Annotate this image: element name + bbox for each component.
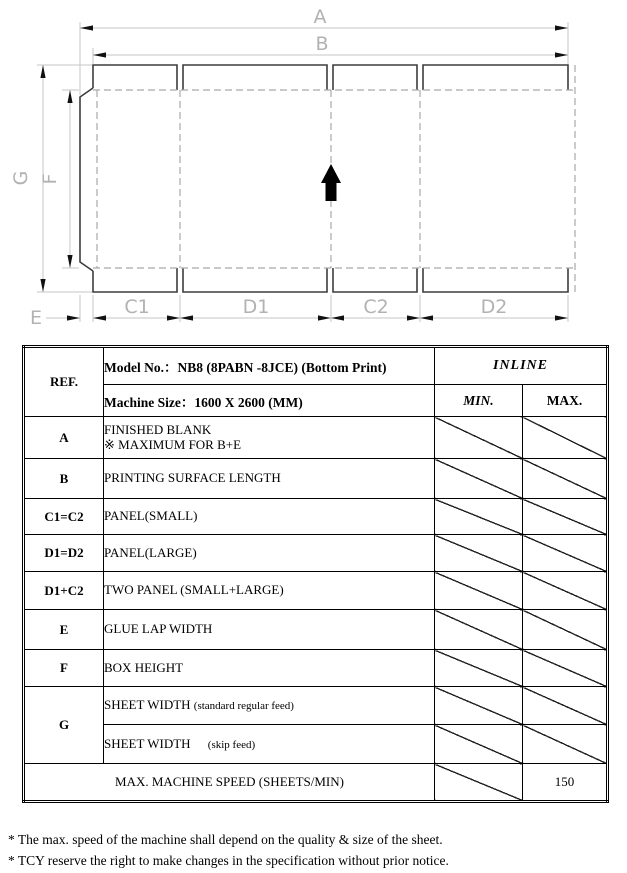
desc-cell — [104, 725, 435, 764]
desc-note: (skip feed) — [207, 738, 256, 751]
max-slash-cell — [523, 610, 608, 650]
table-row — [24, 535, 608, 572]
ref-cell: A — [24, 417, 104, 459]
desc-cell — [104, 417, 435, 459]
max-slash-cell — [523, 417, 608, 459]
table-row — [24, 650, 608, 687]
ref-cell: C1=C2 — [24, 499, 104, 535]
ref-cell: D1=D2 — [24, 535, 104, 572]
glue-lap-edge — [80, 88, 93, 271]
table-row — [24, 417, 608, 459]
dim-label-g: G — [10, 170, 32, 186]
ref-cell: D1+C2 — [24, 572, 104, 610]
min-slash-cell — [435, 417, 523, 459]
max-slash-cell — [523, 499, 608, 535]
footnote-line: * TCY reserve the right to make changes in the specification without prior notice. — [8, 853, 449, 868]
desc-cell — [104, 687, 435, 725]
dim-label-b: B — [315, 33, 329, 55]
min-slash-cell — [435, 459, 523, 499]
dim-label-f: F — [39, 173, 61, 185]
desc-cell: BOX HEIGHT — [104, 650, 435, 687]
dim-label-c1: C1 — [124, 296, 150, 318]
min-slash-cell — [435, 764, 523, 802]
max-slash-cell — [523, 725, 608, 764]
min-slash-cell — [435, 610, 523, 650]
machine-size-cell: Machine Size：1600 X 2600 (MM) — [104, 385, 435, 417]
ref-cell: E — [24, 610, 104, 650]
desc-cell: GLUE LAP WIDTH — [104, 610, 435, 650]
min-slash-cell — [435, 572, 523, 610]
footnote-line: * The max. speed of the machine shall depend on the quality & size of the sheet. — [8, 832, 443, 847]
desc-main: SHEET WIDTH — [104, 697, 191, 713]
desc-cell: PANEL(SMALL) — [104, 499, 435, 535]
table-row — [24, 725, 608, 764]
max-speed-value: 150 — [523, 764, 608, 802]
min-slash-cell — [435, 650, 523, 687]
desc-cell: PRINTING SURFACE LENGTH — [104, 459, 435, 499]
table-row — [24, 459, 608, 499]
box-blank-diagram — [0, 0, 627, 343]
max-slash-cell — [523, 650, 608, 687]
dim-label-e: E — [29, 307, 43, 329]
dim-label-d1: D1 — [242, 296, 270, 318]
inline-header-cell: INLINE — [435, 347, 608, 385]
feed-direction-arrow-icon — [321, 164, 341, 201]
dim-label-c2: C2 — [363, 296, 389, 318]
machine-speed-row — [24, 764, 608, 802]
model-no-cell: Model No.：NB8 (8PABN -8JCE) (Bottom Print) — [104, 347, 435, 385]
min-slash-cell — [435, 499, 523, 535]
max-slash-cell — [523, 535, 608, 572]
dimension-arrowheads — [40, 25, 568, 320]
ref-header-cell: REF. — [24, 347, 104, 417]
max-slash-cell — [523, 459, 608, 499]
table-row — [24, 572, 608, 610]
table-header-row-2 — [24, 385, 608, 417]
footnotes — [8, 829, 618, 871]
table-row — [24, 499, 608, 535]
machine-speed-label: MAX. MACHINE SPEED (SHEETS/MIN) — [24, 764, 435, 802]
table-row — [24, 687, 608, 725]
dim-label-a: A — [313, 6, 327, 28]
desc-line2: ※ MAXIMUM FOR B+E — [104, 436, 242, 452]
desc-cell: PANEL(LARGE) — [104, 535, 435, 572]
table-row — [24, 610, 608, 650]
min-slash-cell — [435, 535, 523, 572]
ref-cell-g: G — [24, 687, 104, 764]
dimension-lines — [37, 22, 568, 322]
spec-table — [22, 345, 609, 803]
desc-note: (standard regular feed) — [193, 700, 294, 713]
ref-cell: F — [24, 650, 104, 687]
desc-cell: TWO PANEL (SMALL+LARGE) — [104, 572, 435, 610]
table-header-row-1 — [24, 347, 608, 385]
ref-cell: B — [24, 459, 104, 499]
max-slash-cell — [523, 572, 608, 610]
min-slash-cell — [435, 725, 523, 764]
max-slash-cell — [523, 687, 608, 725]
min-slash-cell — [435, 687, 523, 725]
dim-label-d2: D2 — [480, 296, 508, 318]
desc-line1: FINISHED BLANK — [104, 421, 212, 437]
min-header-cell: MIN. — [435, 385, 523, 417]
desc-main: SHEET WIDTH — [104, 735, 191, 751]
max-header-cell: MAX. — [523, 385, 608, 417]
